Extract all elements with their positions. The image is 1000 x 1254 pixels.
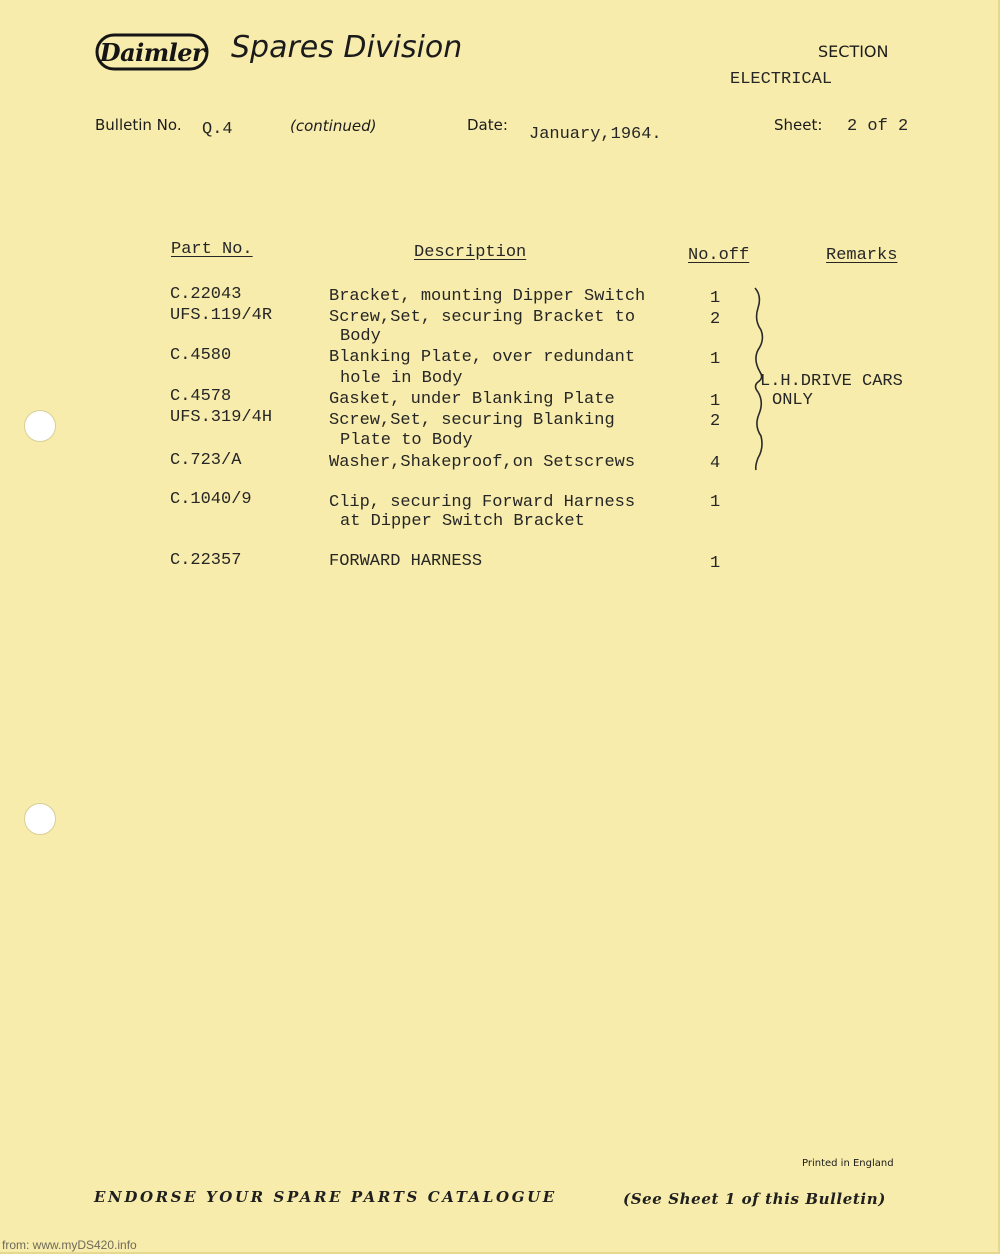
date-label: Date: [467,116,508,134]
remark-line-2: ONLY [772,391,813,410]
remark-text [760,372,903,410]
table-row-description: Screw,Set, securing Blanking [329,411,615,430]
table-row-description-cont: hole in Body [340,369,463,388]
section-label: SECTION [818,42,889,61]
table-row-description: Blanking Plate, over redundant [329,348,636,367]
source-watermark: from: www.myDS420.info [2,1238,137,1252]
table-row-description-cont: Body [340,327,381,346]
table-row-part-no: UFS.319/4H [170,408,273,427]
column-header-description: Description [414,243,527,262]
table-row-part-no: C.4578 [170,387,232,406]
punch-hole-bottom [24,803,56,835]
table-row-description: Screw,Set, securing Bracket to [329,308,636,327]
table-row-part-no: C.22043 [170,285,242,304]
column-header-part-no: Part No. [171,240,253,259]
table-row-part-no: UFS.119/4R [170,306,273,325]
table-row-quantity: 4 [710,454,721,473]
table-row-quantity: 2 [710,412,721,431]
endorse-notice: ENDORSE YOUR SPARE PARTS CATALOGUE [94,1188,557,1206]
column-header-no-off: No.off [688,246,750,265]
table-row-quantity: 1 [710,289,721,308]
sheet-value: 2 of 2 [847,117,909,136]
remark-line-1: L.H.DRIVE CARS [760,372,903,391]
printed-in-england: Printed in England [802,1158,894,1169]
date-value: January,1964. [529,125,662,144]
bulletin-value: Q.4 [202,120,233,139]
table-row-description: Clip, securing Forward Harness [329,493,636,512]
section-value: ELECTRICAL [730,70,833,89]
continued-label: (continued) [290,117,377,135]
table-row-quantity: 1 [710,493,721,512]
logo-text: Daimler [99,37,205,67]
daimler-logo [95,32,209,72]
division-title: Spares Division [231,30,463,65]
sheet-label: Sheet: [774,116,823,134]
column-header-remarks: Remarks [826,246,898,265]
table-row-description-cont: Plate to Body [340,431,473,450]
bulletin-label: Bulletin No. [95,116,182,134]
table-row-part-no: C.723/A [170,451,242,470]
table-row-quantity: 1 [710,392,721,411]
table-row-part-no: C.4580 [170,346,232,365]
table-row-description: FORWARD HARNESS [329,552,483,571]
table-row-part-no: C.22357 [170,551,242,570]
table-row-description: Gasket, under Blanking Plate [329,390,615,409]
punch-hole-top [24,410,56,442]
table-row-description-cont: at Dipper Switch Bracket [340,512,585,531]
table-row-quantity: 1 [710,554,721,573]
table-row-part-no: C.1040/9 [170,490,252,509]
table-row-quantity: 2 [710,310,721,329]
table-row-quantity: 1 [710,350,721,369]
table-row-description: Washer,Shakeproof,on Setscrews [329,453,636,472]
see-sheet-note: (See Sheet 1 of this Bulletin) [623,1190,886,1208]
table-row-description: Bracket, mounting Dipper Switch [329,287,646,306]
